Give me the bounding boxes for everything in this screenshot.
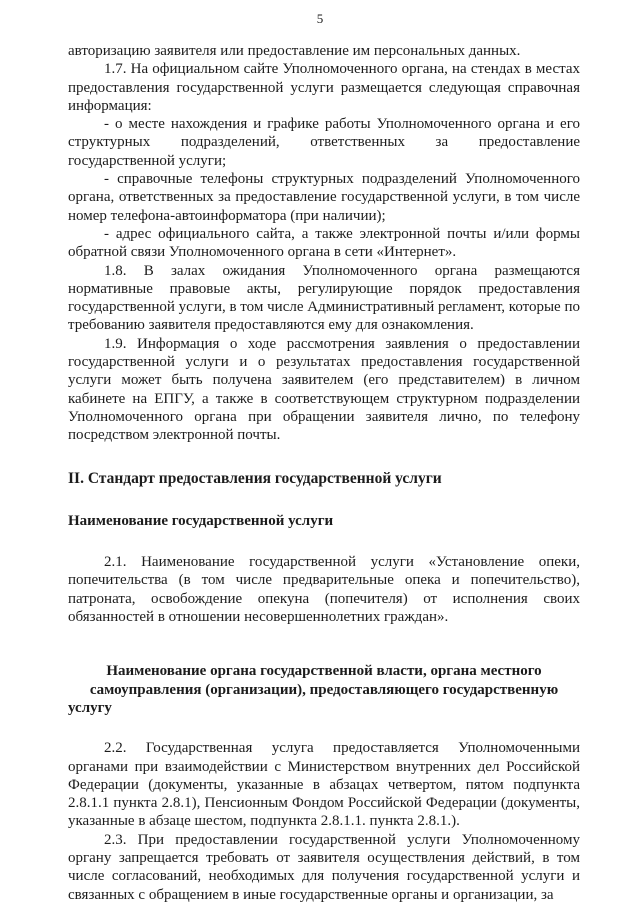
document-body	[68, 42, 580, 904]
paragraph-continuation: авторизацию заявителя или предоставление им персональных данных.	[68, 43, 521, 59]
paragraph-2-1: 2.1. Наименование государственной услуги «Установление опеки, попечительства (в том числе предварительные опека и попечительство), патроната, освобождение опекуна (попечителя) от исполнения своих обязанностей в отношении несовершеннолетних граждан».	[68, 554, 580, 626]
paragraph-1-8: 1.8. В залах ожидания Уполномоченного органа размещаются нормативные правовые акты, регулирующие порядок предоставления государственной услуги, в том числе Административный регламент, которые по требованию заявителя предоставляются ему для ознакомления.	[68, 262, 580, 334]
list-item-phones: - справочные телефоны структурных подразделений Уполномоченного органа, ответственных за предоставление государственной услуги, в том числе номер телефона-автоинформатора (при наличии);	[68, 171, 580, 224]
list-item-website: - адрес официального сайта, а также электронной почты и/или формы обратной связи Уполномоченного органа в сети «Интернет».	[68, 225, 580, 261]
page-number: 5	[316, 11, 324, 26]
subheading-service-name: Наименование государственной услуги	[68, 512, 334, 529]
paragraph-2-3: 2.3. При предоставлении государственной услуги Уполномоченному органу запрещается требовать от заявителя осуществления действий, в том числе согласований, необходимых для получения государственной услуги и связанных с обращением в иные государственные органы и организации, за	[68, 831, 580, 903]
paragraph-1-7: 1.7. На официальном сайте Уполномоченного органа, на стендах в местах предоставления государственной услуги размещается следующая справочная информация:	[68, 61, 580, 114]
subheading-authority: Наименование органа государственной власти, органа местного самоуправления (организации), предоставляющего государственную услугу	[68, 663, 559, 716]
list-item-location: - о месте нахождения и графике работы Уполномоченного органа и его структурных подразделений, ответственных за предоставление государственной услуги;	[68, 116, 580, 169]
paragraph-1-9: 1.9. Информация о ходе рассмотрения заявления о предоставлении государственной услуги и о результатах предоставления государственной услуги может быть получена заявителем (его представителем) в личном кабинете на ЕПГУ, а также в соответствующем структурном подразделении Уполномоченного органа при обращении заявителя лично, по телефону посредством электронной почты.	[68, 335, 580, 444]
section-heading: II. Стандарт предоставления государственной услуги	[68, 469, 442, 487]
paragraph-2-2: 2.2. Государственная услуга предоставляется Уполномоченными органами при взаимодействии с Министерством внутренних дел Российской Федерации (документы, указанные в абзацах четвертом, пятом подпункта 2.8.1.1 пункта 2.8.1), Пенсионным Фондом Российской Федерации (документы, указанные в абзаце шестом, подпункта 2.8.1.1. пункта 2.8.1.).	[68, 740, 580, 830]
